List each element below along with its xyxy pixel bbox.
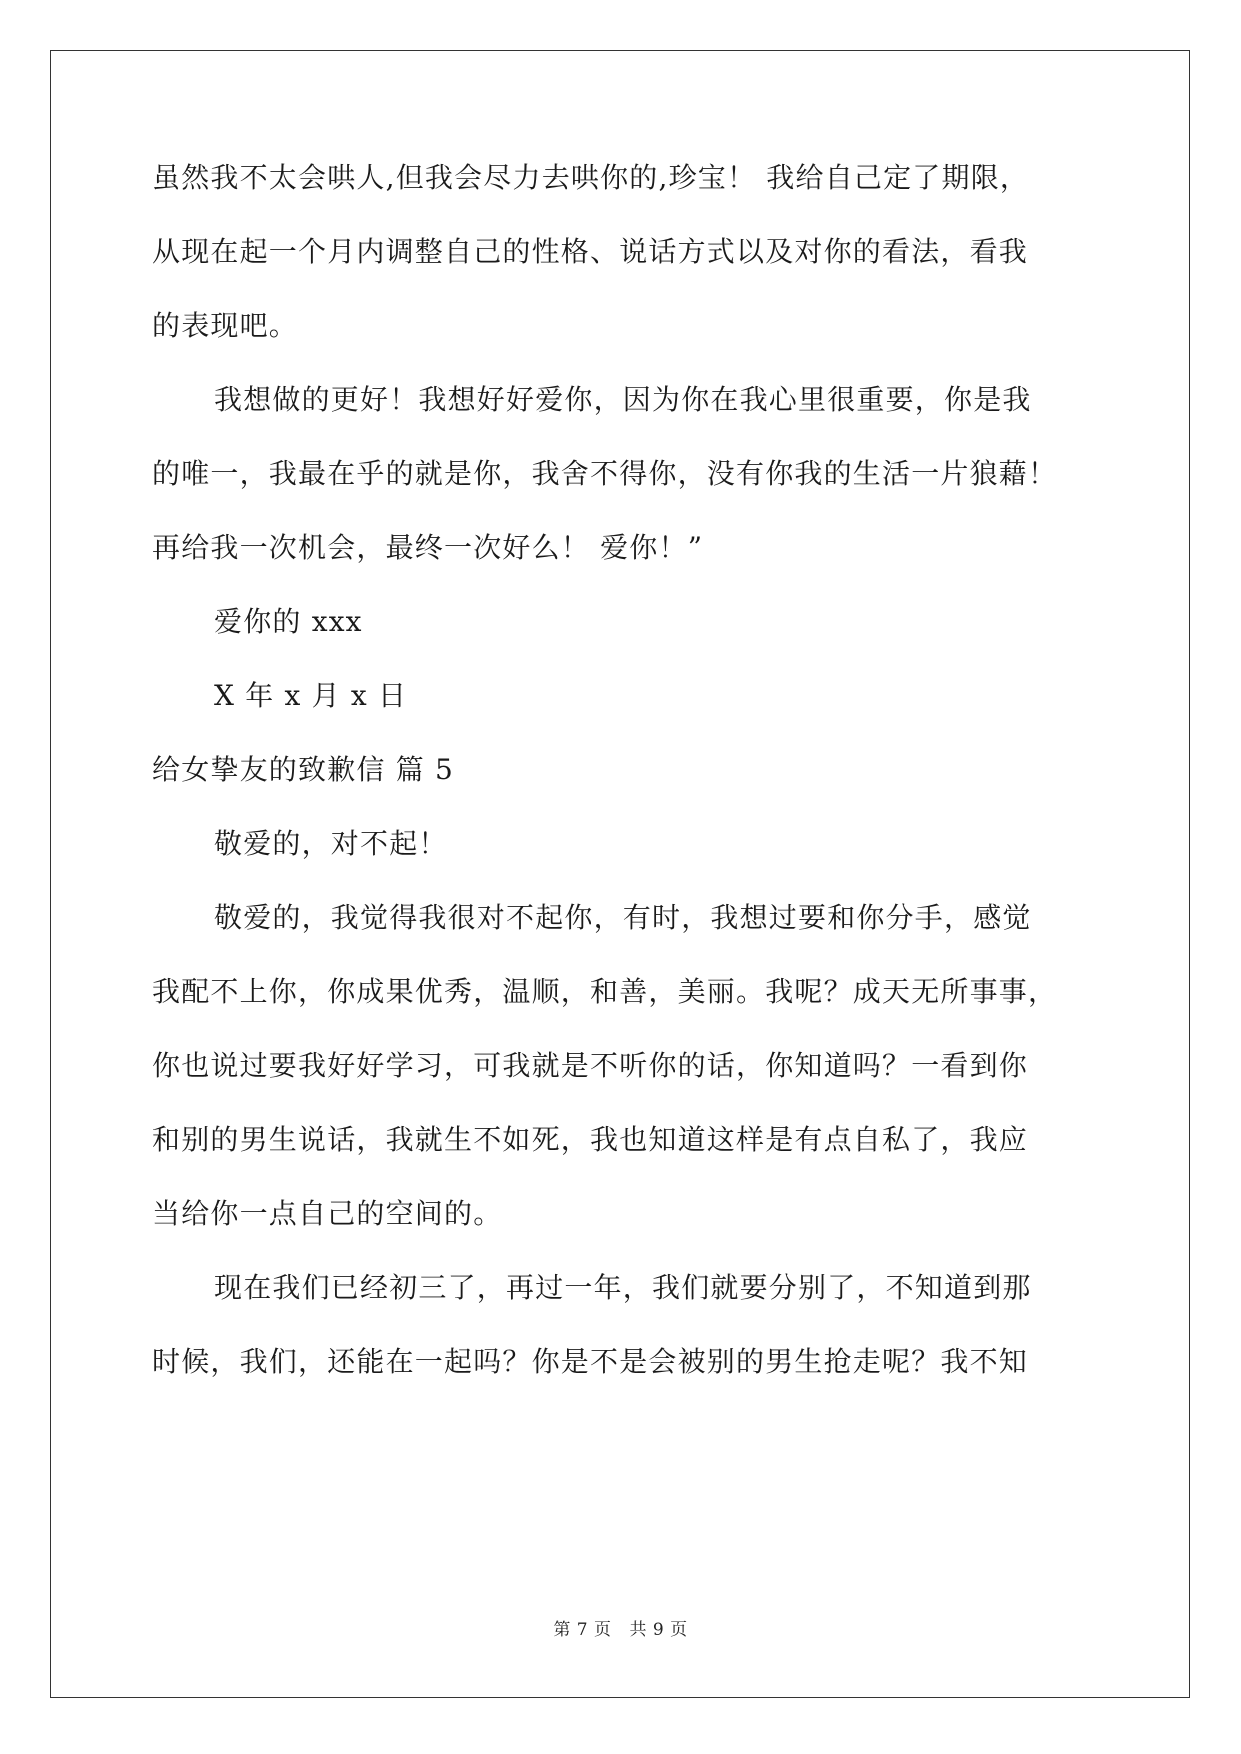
text-line: 虽然我不太会哄人,但我会尽力去哄你的,珍宝！ 我给自己定了期限，: [152, 161, 1030, 194]
section-heading: 给女挚友的致歉信 篇 5: [152, 753, 455, 786]
text-line: 时候，我们，还能在一起吗？你是不是会被别的男生抢走呢？我不知: [152, 1345, 1029, 1378]
salutation-line: 敬爱的，对不起！: [214, 827, 448, 860]
page-footer: [0, 1615, 1241, 1640]
text-line: 你也说过要我好好学习，可我就是不听你的话，你知道吗？一看到你: [152, 1049, 1029, 1082]
page-border: [50, 50, 1190, 1698]
paragraph-start-line: 现在我们已经初三了，再过一年，我们就要分别了，不知道到那: [214, 1271, 1032, 1304]
text-line: 我配不上你，你成果优秀，温顺，和善，美丽。我呢？成天无所事事，: [152, 975, 1058, 1008]
date-line: X 年 x 月 x 日: [214, 679, 408, 712]
paragraph-start-line: 敬爱的，我觉得我很对不起你，有时，我想过要和你分手，感觉: [214, 901, 1032, 934]
signature-line: 爱你的 xxx: [214, 605, 363, 638]
paragraph-start-line: 我想做的更好！我想好好爱你，因为你在我心里很重要，你是我: [214, 383, 1032, 416]
text-line: 和别的男生说话，我就生不如死，我也知道这样是有点自私了，我应: [152, 1123, 1029, 1156]
page-number: 第 7 页: [553, 1620, 612, 1640]
text-line: 当给你一点自己的空间的。: [152, 1197, 503, 1230]
page-total: 共 9 页: [629, 1620, 688, 1640]
text-line: 从现在起一个月内调整自己的性格、说话方式以及对你的看法，看我: [152, 235, 1029, 268]
text-line: 的唯一，我最在乎的就是你，我舍不得你，没有你我的生活一片狼藉！: [152, 457, 1058, 490]
text-line: 的表现吧。: [152, 309, 299, 342]
text-line: 再给我一次机会，最终一次好么！ 爱你！”: [152, 531, 704, 564]
